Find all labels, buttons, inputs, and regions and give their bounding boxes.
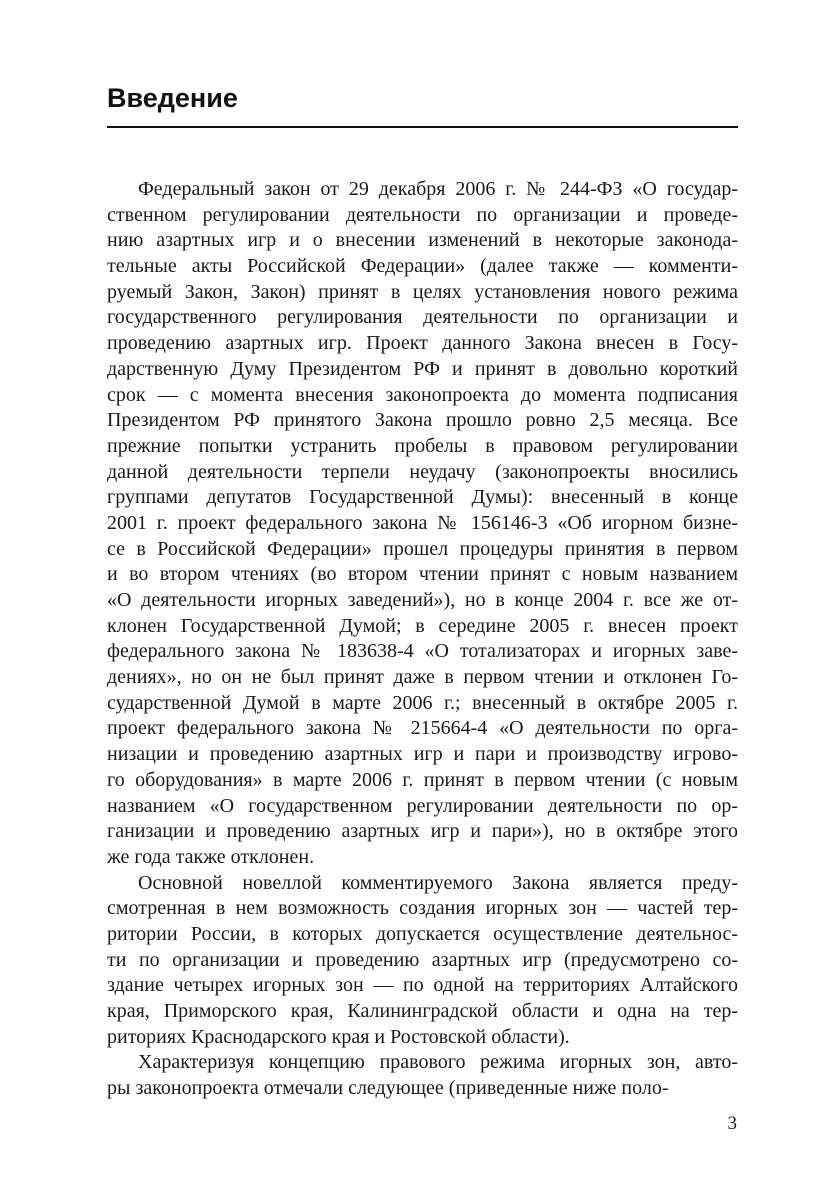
text-line: срок — с момента внесения законопроекта до момента подписания [107, 383, 738, 406]
text-line: ритории России, в которых допускается осуществление деятельнос- [107, 922, 738, 945]
text-line: тельные акты Российской Федерации» (далее также — комменти- [107, 255, 738, 278]
text-line: ти по организации и проведению азартных игр (предусмотрено со- [107, 948, 738, 971]
text-line: Основной новеллой комментируемого Закона является преду- [138, 871, 738, 894]
text-line: и во втором чтениях (во втором чтении принят с новым названием [107, 563, 738, 586]
text-line: данной деятельности терпели неудачу (законопроекты вносились [107, 460, 738, 483]
text-line: се в Российской Федерации» прошел процедуры принятия в первом [107, 537, 738, 560]
text-line: риториях Краснодарского края и Ростовской области). [107, 1025, 570, 1048]
text-line: 2001 г. проект федерального закона № 156146-3 «Об игорном бизне- [107, 511, 738, 534]
chapter-title: Введение [107, 83, 238, 113]
text-line: ры законопроекта отмечали следующее (приведенные ниже поло- [107, 1077, 669, 1100]
text-line: «О деятельности игорных заведений»), но в конце 2004 г. все же от- [107, 589, 738, 611]
text-line: ственном регулировании деятельности по организации и проведе- [107, 203, 738, 226]
text-line: го оборудования» в марте 2006 г. принят в первом чтении (с новым [107, 768, 738, 791]
text-line: прежние попытки устранить пробелы в правовом регулировании [107, 434, 738, 457]
text-line: федерального закона № 183638-4 «О тотализаторах и игорных заве- [107, 640, 738, 663]
text-line: дарственную Думу Президентом РФ и принят в довольно короткий [107, 357, 738, 380]
page-number: 3 [727, 1113, 737, 1134]
text-line: группами депутатов Государственной Думы): внесенный в конце [107, 486, 738, 509]
body-text [107, 177, 738, 1102]
text-line: руемый Закон, Закон) принят в целях установления нового режима [107, 280, 738, 303]
text-line: сударственной Думой в марте 2006 г.; внесенный в октябре 2005 г. [107, 691, 738, 714]
paragraph [107, 177, 738, 871]
text-line: здание четырех игорных зон — по одной на территориях Алтайского [107, 974, 738, 997]
title-rule [107, 126, 738, 128]
text-line: проект федерального закона № 215664-4 «О деятельности по орга- [107, 717, 738, 740]
text-line: проведению азартных игр. Проект данного Закона внесен в Госу- [107, 332, 738, 355]
paragraph [107, 1050, 738, 1101]
text-line: названием «О государственном регулировании деятельности по ор- [107, 794, 738, 817]
text-line: дениях», но он не был принят даже в первом чтении и отклонен Го- [107, 666, 738, 689]
text-line: края, Приморского края, Калининградской области и одна на тер- [107, 1000, 738, 1022]
text-line: Федеральный закон от 29 декабря 2006 г. № 244-ФЗ «О государ- [138, 178, 738, 200]
text-line: Характеризуя концепцию правового режима игорных зон, авто- [138, 1051, 738, 1074]
text-line: же года также отклонен. [107, 845, 315, 868]
text-line: государственного регулирования деятельности по организации и [107, 306, 738, 329]
text-line: ганизации и проведению азартных игр и пари»), но в октябре этого [107, 820, 738, 843]
text-line: нию азартных игр и о внесении изменений в некоторые законода- [107, 229, 738, 252]
paragraph [107, 871, 738, 1051]
text-line: низации и проведению азартных игр и пари и производству игрово- [107, 743, 738, 766]
text-line: клонен Государственной Думой; в середине 2005 г. внесен проект [107, 614, 738, 637]
text-line: смотренная в нем возможность создания игорных зон — частей тер- [107, 897, 738, 920]
text-line: Президентом РФ принятого Закона прошло ровно 2,5 месяца. Все [107, 409, 738, 432]
